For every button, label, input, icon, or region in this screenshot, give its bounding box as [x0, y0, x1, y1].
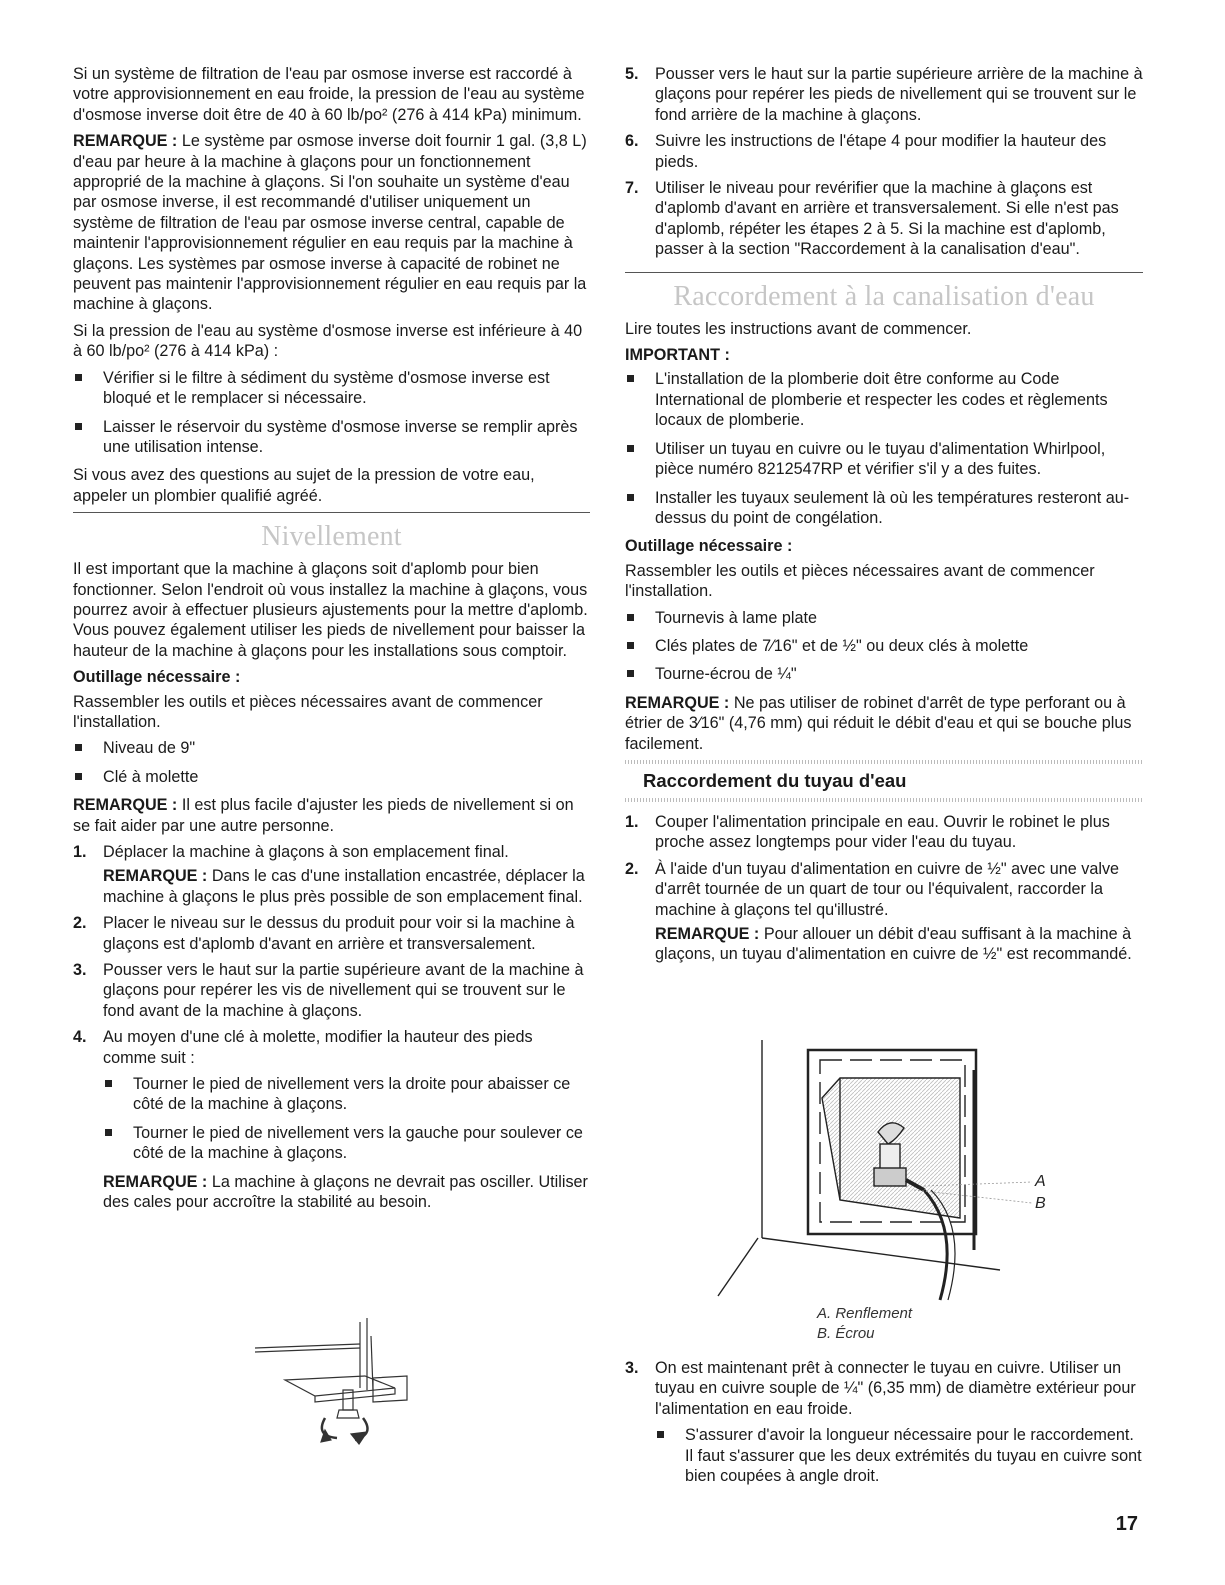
step-number: 6.	[625, 132, 639, 151]
valve-remark	[625, 693, 1143, 754]
connection-step-2	[625, 859, 1143, 965]
connection-step-1	[625, 812, 1143, 853]
step-number: 3.	[73, 961, 87, 980]
label-a: A	[1035, 1173, 1046, 1190]
list-item: Tourner le pied de nivellement vers la droite pour abaisser ce côté de la machine à glaçons.	[103, 1074, 590, 1115]
important-heading: IMPORTANT :	[625, 346, 730, 365]
step-remark	[655, 924, 1143, 965]
step-text: On est maintenant prêt à connecter le tuyau en cuivre. Utiliser un tuyau en cuivre souple de ¼" (6,35 mm) de diamètre extérieur pour l'alimentation en eau froide.	[655, 1359, 1136, 1418]
caption-line: B. Écrou	[817, 1325, 875, 1342]
remark-text: Dans le cas d'une installation encastrée, déplacer la machine à glaçons le plus près possible de son emplacement final.	[103, 867, 585, 906]
intro-paragraph: Si un système de filtration de l'eau par osmose inverse est raccordé à votre approvisionnement en eau froide, la pression de l'eau au système d'osmose inverse doit être de 40 à 60 lb/po² (276 à 414 kPa) minimum.	[73, 65, 585, 124]
leveling-section	[73, 512, 590, 1212]
step-number: 4.	[73, 1028, 87, 1047]
section-title-leveling: Nivellement	[261, 521, 402, 553]
list-item: Clés plates de 7⁄16" et de ½" ou deux clés à molette	[625, 636, 1143, 656]
list-item: Clé à molette	[73, 767, 590, 787]
tools-heading: Outillage nécessaire :	[625, 537, 793, 556]
step-text: Utiliser le niveau pour revérifier que la machine à glaçons est d'aplomb d'avant en arrière et transversalement. Si elle n'est pas d'aplomb, répéter les étapes 2 à 5. Si la machine est d'aplomb, passer à la section "Raccordement à la canalisation d'eau".	[655, 179, 1119, 259]
step-text: Déplacer la machine à glaçons à son emplacement final.	[103, 843, 509, 861]
tools-paragraph: Rassembler les outils et pièces nécessaires avant de commencer l'installation.	[625, 561, 1095, 601]
tools-paragraph: Rassembler les outils et pièces nécessaires avant de commencer l'installation.	[73, 692, 543, 731]
list-item: Niveau de 9"	[73, 738, 590, 758]
label-b: B	[1035, 1195, 1046, 1212]
list-item: Laisser le réservoir du système d'osmose inverse se remplir après une utilisation intense.	[73, 417, 590, 458]
page-number: 17	[1115, 1513, 1138, 1535]
plumber-paragraph: Si vous avez des questions au sujet de la pression de votre eau, appeler un plombier qualifié agréé.	[73, 466, 535, 505]
step-number: 7.	[625, 179, 639, 198]
step-2	[73, 913, 590, 954]
remark-text: Ne pas utiliser de robinet d'arrêt de type perforant ou à étrier de 3⁄16" (4,76 mm) qui réduit le débit d'eau et qui se bouche plus facilement.	[625, 693, 1132, 753]
water-connection-illustration	[710, 1040, 1065, 1302]
leveling-foot-illustration	[255, 1318, 415, 1448]
list-item: Tourne-écrou de ¼"	[625, 664, 1143, 684]
remark-text: La machine à glaçons ne devrait pas osciller. Utiliser des cales pour accroître la stabilité au besoin.	[103, 1172, 588, 1212]
remark-label: REMARQUE :	[103, 1172, 208, 1191]
list-item: Tourner le pied de nivellement vers la gauche pour soulever ce côté de la machine à glaçons.	[103, 1123, 590, 1164]
step-remark	[103, 866, 590, 907]
step-3	[73, 960, 590, 1021]
list-item: Tournevis à lame plate	[625, 608, 1143, 628]
step-1	[73, 842, 590, 907]
remark-label: REMARQUE :	[655, 925, 760, 943]
leveling-paragraph: Il est important que la machine à glaçons soit d'aplomb pour bien fonctionner. Selon l'endroit où vous installez la machine à glaçons, vous pourrez avoir à effectuer plusieurs ajustements pour la mettre d'aplomb. Vous pouvez également utiliser les pieds de nivellement pour baisser la hauteur de la machine à glaçons pour les installations sous comptoir.	[73, 560, 588, 660]
step-number: 1.	[625, 812, 639, 831]
step-6	[625, 131, 1143, 172]
subsection-title: Raccordement du tuyau d'eau	[643, 769, 907, 791]
subhead-rule-bottom	[625, 798, 1143, 802]
tools-heading: Outillage nécessaire :	[73, 668, 241, 687]
list-item: Installer les tuyaux seulement là où les températures resteront au-dessus du point de congélation.	[625, 488, 1143, 529]
subhead-rule-top	[625, 760, 1143, 764]
step-4	[73, 1027, 590, 1212]
remark-label: REMARQUE :	[73, 132, 178, 151]
left-column	[73, 64, 590, 1219]
step-text: Pousser vers le haut sur la partie supérieure avant de la machine à glaçons pour repérer les vis de nivellement qui se trouvent sur le fond avant de la machine à glaçons.	[103, 961, 584, 1020]
list-item: Utiliser un tuyau en cuivre ou le tuyau d'alimentation Whirlpool, pièce numéro 8212547RP et vérifier s'il y a des fuites.	[625, 439, 1143, 480]
figure-caption	[817, 1304, 912, 1344]
water-connection-section	[625, 272, 1143, 965]
step-5	[625, 64, 1143, 125]
remark-label: REMARQUE :	[625, 693, 730, 712]
list-item: L'installation de la plomberie doit être conforme au Code International de plomberie et respecter les codes et règlements locaux de plomberie.	[625, 369, 1143, 430]
intro-remark	[73, 131, 590, 315]
caption-line: A. Renflement	[817, 1305, 913, 1322]
step-number: 5.	[625, 65, 639, 83]
step-text: Au moyen d'une clé à molette, modifier la hauteur des pieds comme suit :	[103, 1028, 533, 1067]
step-number: 2.	[625, 859, 639, 878]
step-text: Pousser vers le haut sur la partie supérieure arrière de la machine à glaçons pour repérer les pieds de nivellement qui se trouvent sur le fond arrière de la machine à glaçons.	[655, 65, 1143, 124]
section-title-water: Raccordement à la canalisation d'eau	[673, 280, 1095, 312]
remark-label: REMARQUE :	[73, 796, 178, 815]
step-text: Suivre les instructions de l'étape 4 pour modifier la hauteur des pieds.	[655, 132, 1107, 171]
step-number: 3.	[625, 1359, 639, 1377]
read-instructions: Lire toutes les instructions avant de commencer.	[625, 319, 972, 338]
step-remark	[103, 1172, 590, 1213]
connection-step-3	[625, 1358, 1143, 1486]
list-item: Vérifier si le filtre à sédiment du système d'osmose inverse est bloqué et le remplacer si nécessaire.	[73, 368, 590, 409]
connection-step-3-block	[625, 1358, 1143, 1494]
step-7	[625, 178, 1143, 260]
step-text: Couper l'alimentation principale en eau. Ouvrir le robinet le plus proche assez longtemps pour vider l'eau du tuyau.	[655, 812, 1110, 852]
right-column	[625, 64, 1143, 971]
step-text: À l'aide d'un tuyau d'alimentation en cuivre de ½" avec une valve d'arrêt tournée de un quart de tour ou l'équivalent, raccorder la machine à glaçons tel qu'illustré.	[655, 859, 1120, 919]
step-number: 2.	[73, 914, 87, 933]
remark-text: Le système par osmose inverse doit fournir 1 gal. (3,8 L) d'eau par heure à la machine à glaçons pour un fonctionnement approprié de la machine à glaçons. Si l'on souhaite un système d'eau par osmose inverse, il est recommandé d'utiliser uniquement un système de filtration de l'eau par osmose inverse central, capable de maintenir l'approvisionnement régulier en eau requis par la machine à glaçons. Les systèmes par osmose inverse à capacité de robinet ne peuvent pas maintenir l'approvisionnement régulier en eau requis par la machine à glaçons.	[73, 132, 587, 314]
list-item: S'assurer d'avoir la longueur nécessaire pour le raccordement. Il faut s'assurer que les deux extrémités du tuyau en cuivre sont bien coupées à angle droit.	[655, 1425, 1143, 1486]
leveling-remark	[73, 795, 590, 836]
remark-text: Il est plus facile d'ajuster les pieds de nivellement si on se fait aider par une autre personne.	[73, 796, 574, 835]
remark-label: REMARQUE :	[103, 867, 208, 886]
step-text: Placer le niveau sur le dessus du produit pour voir si la machine à glaçons est d'aplomb d'avant en arrière et transversalement.	[103, 914, 575, 953]
remark-text: Pour allouer un débit d'eau suffisant à la machine à glaçons, un tuyau d'alimentation en cuivre de ½" est recommandé.	[655, 925, 1132, 964]
pressure-paragraph: Si la pression de l'eau au système d'osmose inverse est inférieure à 40 à 60 lb/po² (276 à 414 kPa) :	[73, 321, 583, 361]
step-number: 1.	[73, 843, 87, 861]
